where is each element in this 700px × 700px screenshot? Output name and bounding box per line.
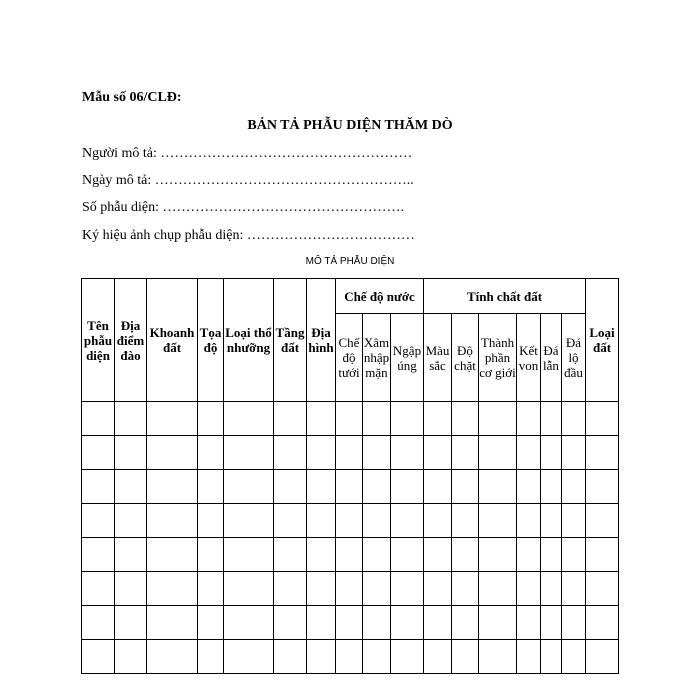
table-cell <box>224 640 274 674</box>
table-cell <box>541 504 562 538</box>
header-che-do-nuoc: Chế độ nước <box>336 279 424 314</box>
table-cell <box>336 504 363 538</box>
table-cell <box>586 572 619 606</box>
table-cell <box>391 402 424 436</box>
table-cell <box>82 402 115 436</box>
subheader-ngap-ung: Ngập úng <box>391 314 424 402</box>
table-cell <box>115 572 147 606</box>
header-tang-dat: Tầng đất <box>274 279 307 402</box>
header-loai-tho-nhuong: Loại thổ nhưỡng <box>224 279 274 402</box>
table-cell <box>274 640 307 674</box>
table-cell <box>517 606 541 640</box>
document-title: BẢN TẢ PHẪU DIỆN THĂM DÒ <box>247 118 453 133</box>
subheader-do-chat: Độ chặt <box>452 314 479 402</box>
header-toa-do: Tọa độ <box>198 279 224 402</box>
table-cell <box>82 572 115 606</box>
table-cell <box>452 436 479 470</box>
table-cell <box>517 470 541 504</box>
table-cell <box>115 436 147 470</box>
table-cell <box>562 402 586 436</box>
table-cell <box>479 538 517 572</box>
table-title: MÔ TẢ PHẪU DIỆN <box>305 256 395 267</box>
table-cell <box>562 538 586 572</box>
table-cell <box>274 504 307 538</box>
subheader-da-lan: Đá lẫn <box>541 314 562 402</box>
field-nguoi-mo-ta <box>82 146 412 162</box>
table-cell <box>541 572 562 606</box>
field-label: Ngày mô tả: <box>82 173 155 188</box>
table-cell <box>115 504 147 538</box>
table-cell <box>198 538 224 572</box>
table-cell <box>198 572 224 606</box>
table-cell <box>198 504 224 538</box>
table-cell <box>336 436 363 470</box>
table-cell <box>274 572 307 606</box>
table-cell <box>391 538 424 572</box>
table-cell <box>147 470 198 504</box>
table-cell <box>562 606 586 640</box>
table-cell <box>82 470 115 504</box>
header-dia-diem-dao: Địa điểm đào <box>115 279 147 402</box>
table-cell <box>363 538 391 572</box>
table-cell <box>562 504 586 538</box>
table-cell <box>198 470 224 504</box>
table-cell <box>452 402 479 436</box>
field-so-phau-dien <box>82 200 404 216</box>
table-cell <box>274 436 307 470</box>
table-cell <box>336 640 363 674</box>
table-cell <box>224 402 274 436</box>
table-body <box>82 402 619 674</box>
table-cell <box>115 538 147 572</box>
field-label: Ký hiệu ảnh chụp phẫu diện: <box>82 228 247 243</box>
table-cell <box>479 504 517 538</box>
table-cell <box>307 436 336 470</box>
subheader-che-do-tuoi: Chế độ tưới <box>336 314 363 402</box>
field-ngay-mo-ta <box>82 173 414 189</box>
header-ten-phau-dien: Tên phẫu diện <box>82 279 115 402</box>
table-cell <box>82 640 115 674</box>
table-cell <box>198 436 224 470</box>
table-cell <box>147 436 198 470</box>
table-cell <box>562 470 586 504</box>
table-cell <box>363 402 391 436</box>
table-cell <box>274 606 307 640</box>
table-cell <box>424 504 452 538</box>
table-cell <box>274 538 307 572</box>
table-cell <box>562 436 586 470</box>
table-cell <box>115 606 147 640</box>
field-blank: ……………………………… <box>246 228 415 243</box>
field-blank: ……………………………………………… <box>160 146 413 161</box>
table-cell <box>479 402 517 436</box>
table-cell <box>517 538 541 572</box>
table-cell <box>479 606 517 640</box>
table-cell <box>147 538 198 572</box>
table-cell <box>424 402 452 436</box>
table-cell <box>479 640 517 674</box>
table-cell <box>307 572 336 606</box>
table-cell <box>517 504 541 538</box>
table-cell <box>198 606 224 640</box>
table-cell <box>363 470 391 504</box>
table-cell <box>336 538 363 572</box>
subheader-ket-von: Kết von <box>517 314 541 402</box>
table-row <box>82 504 619 538</box>
table-cell <box>452 572 479 606</box>
table-cell <box>115 640 147 674</box>
table-cell <box>586 606 619 640</box>
table-cell <box>452 538 479 572</box>
table-cell <box>541 402 562 436</box>
table-cell <box>424 436 452 470</box>
table-cell <box>562 572 586 606</box>
field-blank: ……………………………………………….. <box>154 173 414 188</box>
table-cell <box>363 436 391 470</box>
table-cell <box>586 504 619 538</box>
table-cell <box>198 402 224 436</box>
table-cell <box>224 436 274 470</box>
header-loai-dat: Loại đất <box>586 279 619 402</box>
table-cell <box>541 538 562 572</box>
table-cell <box>274 470 307 504</box>
subheader-mau-sac: Màu sắc <box>424 314 452 402</box>
table-cell <box>147 402 198 436</box>
table-cell <box>424 606 452 640</box>
table-cell <box>224 470 274 504</box>
table-cell <box>198 640 224 674</box>
table-cell <box>541 606 562 640</box>
table-cell <box>274 402 307 436</box>
field-ky-hieu-anh <box>82 228 415 244</box>
table-row <box>82 470 619 504</box>
table-cell <box>424 470 452 504</box>
table-cell <box>82 504 115 538</box>
table-cell <box>115 470 147 504</box>
table-cell <box>224 538 274 572</box>
table-cell <box>541 436 562 470</box>
table-cell <box>586 640 619 674</box>
field-blank: ……………………………………………. <box>162 200 404 215</box>
table-cell <box>307 470 336 504</box>
table-cell <box>452 504 479 538</box>
table-cell <box>479 436 517 470</box>
table-cell <box>541 640 562 674</box>
form-code: Mẫu số 06/CLĐ: <box>82 90 182 105</box>
table-cell <box>424 538 452 572</box>
subheader-thanh-phan-co-gioi: Thành phần cơ giới <box>479 314 517 402</box>
table-cell <box>82 436 115 470</box>
table-cell <box>363 606 391 640</box>
header-khoanh-dat: Khoanh đất <box>147 279 198 402</box>
table-cell <box>452 606 479 640</box>
table-cell <box>115 402 147 436</box>
table-cell <box>479 470 517 504</box>
table-cell <box>307 538 336 572</box>
table-row <box>82 606 619 640</box>
table-cell <box>307 606 336 640</box>
table-cell <box>452 470 479 504</box>
table-row <box>82 538 619 572</box>
table-cell <box>517 402 541 436</box>
table-cell <box>391 504 424 538</box>
table-cell <box>452 640 479 674</box>
subheader-xam-nhap-man: Xâm nhập mặn <box>363 314 391 402</box>
table-cell <box>586 538 619 572</box>
table-cell <box>391 640 424 674</box>
table-cell <box>147 572 198 606</box>
table-cell <box>391 470 424 504</box>
table-cell <box>336 572 363 606</box>
table-cell <box>224 572 274 606</box>
subheader-da-lo-dau: Đá lộ đầu <box>562 314 586 402</box>
field-label: Người mô tả: <box>82 146 161 161</box>
table-cell <box>517 640 541 674</box>
table-cell <box>147 504 198 538</box>
table-cell <box>336 402 363 436</box>
table-cell <box>307 504 336 538</box>
table-cell <box>224 504 274 538</box>
table-row <box>82 640 619 674</box>
table-cell <box>82 538 115 572</box>
table-cell <box>307 402 336 436</box>
table-cell <box>391 436 424 470</box>
header-tinh-chat-dat: Tính chất đất <box>424 279 586 314</box>
table-cell <box>424 640 452 674</box>
profile-description-table <box>81 278 619 674</box>
table-cell <box>363 572 391 606</box>
table-cell <box>307 640 336 674</box>
table-row <box>82 402 619 436</box>
table-cell <box>517 436 541 470</box>
table-cell <box>391 606 424 640</box>
table-cell <box>336 470 363 504</box>
table-cell <box>586 470 619 504</box>
table-cell <box>541 470 562 504</box>
table-row <box>82 436 619 470</box>
table-cell <box>363 640 391 674</box>
table-cell <box>517 572 541 606</box>
field-label: Số phẫu diện: <box>82 200 163 215</box>
table-row <box>82 572 619 606</box>
table-cell <box>391 572 424 606</box>
table-cell <box>147 640 198 674</box>
table-cell <box>586 436 619 470</box>
table-cell <box>147 606 198 640</box>
table-cell <box>82 606 115 640</box>
table-cell <box>336 606 363 640</box>
table-cell <box>424 572 452 606</box>
header-dia-hinh: Địa hình <box>307 279 336 402</box>
table-cell <box>562 640 586 674</box>
table-cell <box>224 606 274 640</box>
table-cell <box>363 504 391 538</box>
table-cell <box>479 572 517 606</box>
table-cell <box>586 402 619 436</box>
